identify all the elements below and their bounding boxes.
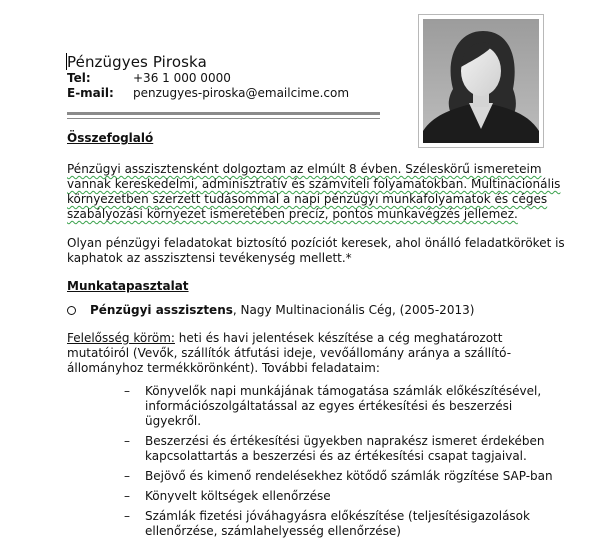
task-text: Könyvelt költségek ellenőrzése <box>145 489 331 503</box>
contact-block <box>67 71 349 101</box>
task-text: Bejövő és kimenő rendelésekhez kötődő számlák rögzítése SAP-ban <box>145 469 553 483</box>
profile-photo[interactable] <box>418 14 544 148</box>
email-label: E-mail: <box>67 86 114 100</box>
dash-bullet-icon: – <box>124 489 130 503</box>
responsibility-label: Felelősség köröm: <box>67 331 175 345</box>
job-entry <box>67 303 474 317</box>
summary-paragraph-1 <box>67 162 567 222</box>
job-details: , Nagy Multinacionális Cég, (2005-2013) <box>232 303 475 317</box>
list-item <box>124 489 564 504</box>
summary-text-2: Olyan pénzügyi feladatokat biztosító pozíciót keresek, ahol önálló feladatköröket is kaphatok az asszisztensi tevékenység mellett.* <box>67 236 565 265</box>
dash-bullet-icon: – <box>124 434 130 448</box>
task-list <box>124 384 564 544</box>
summary-text-1: Pénzügyi asszisztensként dolgoztam az elmúlt 8 évben. Széleskörű ismereteim vannak kereskedelmi, adminisztratív és számviteli folyamatokban. Multinacionális környezetben szerzett tudásommal a napi pénzügyi munkafolyamatok és céges szabályozási környezet ismeretében precíz, pontos munkavégzés jellemez. <box>67 162 561 221</box>
experience-title: Munkatapasztalat <box>67 279 189 293</box>
email-row <box>67 86 349 101</box>
task-text: Könyvelők napi munkájának támogatása számlák előkészítésével, információszolgáltatással az egyes értékesítési és beszerzési ügyekről. <box>145 384 542 428</box>
dash-bullet-icon: – <box>124 509 130 523</box>
task-text: Számlák fizetési jóváhagyásra előkészítése (teljesítésigazolások ellenőrzése, számlahelyesség ellenőrzése) <box>145 509 530 538</box>
circle-bullet-icon <box>67 306 76 315</box>
phone-row <box>67 71 349 86</box>
summary-paragraph-2 <box>67 236 567 266</box>
header-divider-thick <box>67 112 380 115</box>
list-item <box>124 384 564 429</box>
avatar-silhouette-icon <box>423 19 539 143</box>
task-text: Beszerzési és értékesítési ügyekben naprakész ismeret érdekében kapcsolattartás a beszerzési és az értékesítési csapat tagjaival. <box>145 434 545 463</box>
responsibility-text: heti és havi jelentések készítése a cég meghatározott mutatóiról (Vevők, szállítók átfutási ideje, vevőállomány aránya a szállító-állományhoz termékkörönként). További feladataim: <box>67 331 512 375</box>
list-item <box>124 509 564 539</box>
email-value[interactable]: penzugyes-piroska@emailcime.com <box>133 86 350 100</box>
phone-value[interactable]: +36 1 000 0000 <box>133 71 231 85</box>
header-divider-thin <box>67 118 380 119</box>
dash-bullet-icon: – <box>124 469 130 483</box>
job-title: Pénzügyi asszisztens <box>90 303 233 317</box>
cv-name[interactable]: Pénzügyes Piroska <box>67 53 207 71</box>
list-item <box>124 434 564 464</box>
dash-bullet-icon: – <box>124 384 130 398</box>
list-item <box>124 469 564 484</box>
summary-title: Összefoglaló <box>67 131 154 145</box>
phone-label: Tel: <box>67 71 91 85</box>
responsibility-paragraph <box>67 331 567 376</box>
